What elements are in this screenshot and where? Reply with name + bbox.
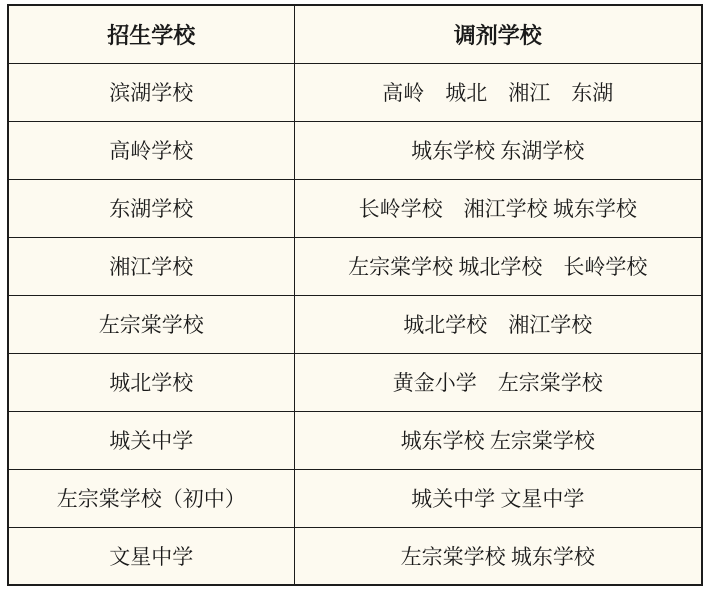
- enroll-school-text: 城北学校: [109, 371, 194, 395]
- transfer-schools-text: 高岭 城北 湘江 东湖: [382, 81, 614, 105]
- transfer-schools-text: 左宗棠学校 城东学校: [400, 544, 595, 569]
- table-row: [8, 411, 702, 469]
- column-header-enroll-label: 招生学校: [107, 22, 196, 48]
- cell-transfer-schools: [294, 63, 702, 121]
- table-row: [8, 63, 702, 121]
- column-header-transfer-school: [294, 5, 702, 63]
- cell-enroll-school: [8, 353, 294, 411]
- enroll-school-text: 湘江学校: [109, 255, 194, 279]
- enroll-school-text: 左宗棠学校: [98, 313, 204, 337]
- cell-enroll-school: [8, 179, 294, 237]
- cell-enroll-school: [8, 295, 294, 353]
- school-allocation-table: [7, 4, 703, 586]
- column-header-enroll-school: [8, 5, 294, 63]
- table-row: [8, 295, 702, 353]
- cell-transfer-schools: [294, 237, 702, 295]
- transfer-schools-text: 城北学校 湘江学校: [403, 313, 593, 337]
- cell-enroll-school: [8, 527, 294, 585]
- table-row: [8, 353, 702, 411]
- enroll-school-text: 东湖学校: [109, 197, 194, 221]
- cell-enroll-school: [8, 63, 294, 121]
- enroll-school-text: 高岭学校: [109, 139, 194, 163]
- table-header-row: [8, 5, 702, 63]
- table-row: [8, 469, 702, 527]
- cell-transfer-schools: [294, 527, 702, 585]
- cell-enroll-school: [8, 121, 294, 179]
- cell-transfer-schools: [294, 295, 702, 353]
- transfer-schools-text: 长岭学校 湘江学校 城东学校: [358, 197, 637, 221]
- cell-transfer-schools: [294, 121, 702, 179]
- enroll-school-text: 文星中学: [109, 544, 194, 569]
- transfer-schools-text: 左宗棠学校 城北学校 长岭学校: [348, 255, 648, 279]
- transfer-schools-text: 城东学校 左宗棠学校: [400, 429, 595, 453]
- cell-enroll-school: [8, 469, 294, 527]
- table-row: [8, 237, 702, 295]
- transfer-schools-text: 城关中学 文星中学: [411, 487, 585, 511]
- cell-transfer-schools: [294, 469, 702, 527]
- table-row: [8, 527, 702, 585]
- cell-transfer-schools: [294, 179, 702, 237]
- transfer-schools-text: 城东学校 东湖学校: [411, 139, 585, 163]
- table-row: [8, 179, 702, 237]
- cell-transfer-schools: [294, 411, 702, 469]
- enroll-school-text: 左宗棠学校（初中）: [56, 487, 246, 511]
- cell-enroll-school: [8, 411, 294, 469]
- enroll-school-text: 滨湖学校: [109, 81, 194, 105]
- cell-transfer-schools: [294, 353, 702, 411]
- transfer-schools-text: 黄金小学 左宗棠学校: [392, 371, 603, 395]
- cell-enroll-school: [8, 237, 294, 295]
- column-header-transfer-label: 调剂学校: [453, 22, 542, 48]
- enroll-school-text: 城关中学: [109, 429, 194, 453]
- table-row: [8, 121, 702, 179]
